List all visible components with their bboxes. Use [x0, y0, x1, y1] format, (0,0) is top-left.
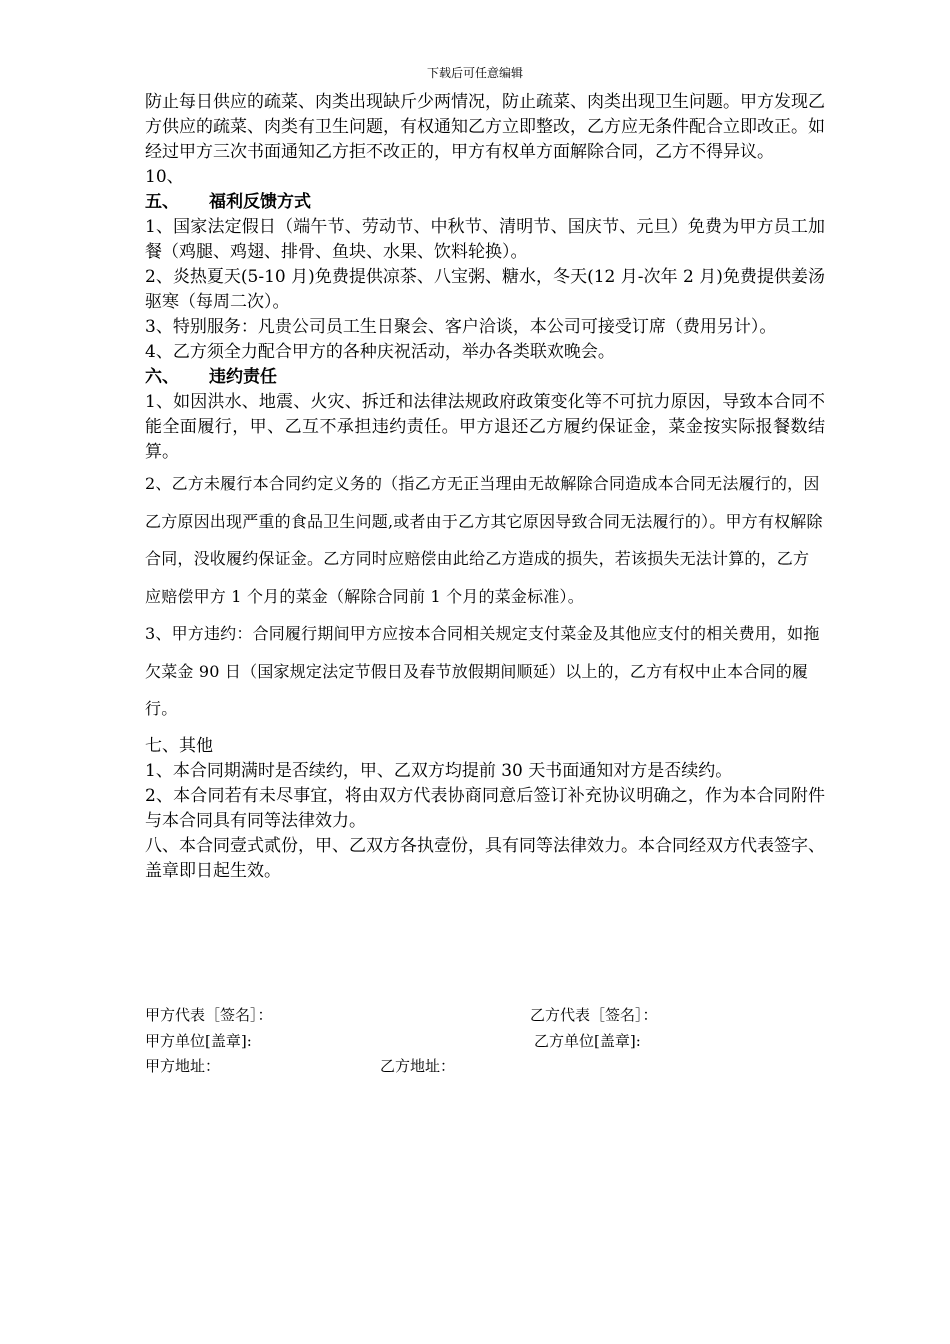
clause-5-4: 4、乙方须全力配合甲方的各种庆祝活动，举办各类联欢晚会。 [145, 342, 615, 362]
clause-6-2: 2、乙方未履行本合同约定义务的（指乙方无正当理由无故解除合同造成本合同无法履行的，因乙方原因出现严重的食品卫生问题,或者由于乙方其它原因导致合同无法履行的）。甲方有权解除合同，没收履约保证金。乙方同时应赔偿由此给乙方造成的损失，若该损失无法计算的，乙方应赔偿甲方 1 个月的菜金（解除合同前 1 个月的菜金标准）。 [145, 474, 823, 606]
section-number: 五、 [145, 192, 179, 212]
party-b-address: 乙方地址： [380, 1057, 456, 1075]
contract-body [145, 90, 825, 884]
section-title: 违约责任 [209, 367, 277, 387]
clause-5-1: 1、国家法定假日（端午节、劳动节、中秋节、清明节、国庆节、元旦）免费为甲方员工加餐（鸡腿、鸡翅、排骨、鱼块、水果、饮料轮换）。 [145, 217, 825, 262]
clause-5-3: 3、特别服务：凡贵公司员工生日聚会、客户洽谈，本公司可接受订席（费用另计）。 [145, 317, 777, 337]
section-5-heading [145, 190, 825, 215]
clause-8: 八、本合同壹式贰份，甲、乙双方各执壹份，具有同等法律效力。本合同经双方代表签字、盖章即日起生效。 [145, 835, 825, 881]
clause-6-3: 3、甲方违约：合同履行期间甲方应按本合同相关规定支付菜金及其他应支付的相关费用，如拖欠菜金 90 日（国家规定法定节假日及春节放假期间顺延）以上的，乙方有权中止本合同的履行。 [145, 624, 820, 718]
party-a-address: 甲方地址： [145, 1057, 221, 1075]
section-title: 福利反馈方式 [209, 192, 311, 212]
party-b-unit: 乙方单位[盖章]: [534, 1032, 641, 1050]
clause-6-1: 1、如因洪水、地震、火灾、拆迁和法律法规政府政策变化等不可抗力原因，导致本合同不能全面履行，甲、乙互不承担违约责任。甲方退还乙方履约保证金，菜金按实际报餐数结算。 [145, 392, 825, 462]
party-a-representative: 甲方代表［签名］： [145, 1006, 273, 1024]
item-number-10: 10、 [145, 167, 184, 187]
clause-7-2: 2、本合同若有未尽事宜，将由双方代表协商同意后签订补充协议明确之，作为本合同附件与本合同具有同等法律效力。 [145, 785, 825, 831]
clause-7-1: 1、本合同期满时是否续约，甲、乙双方均提前 30 天书面通知对方是否续约。 [145, 760, 733, 781]
section-number: 六、 [145, 367, 179, 387]
party-b-representative: 乙方代表［签名］： [530, 1006, 658, 1024]
section-7-heading: 七、其他 [145, 735, 213, 756]
paragraph-supply-hygiene: 防止每日供应的疏菜、肉类出现缺斤少两情况，防止疏菜、肉类出现卫生问题。甲方发现乙方供应的疏菜、肉类有卫生问题，有权通知乙方立即整改，乙方应无条件配合立即改正。如经过甲方三次书面通知乙方拒不改正的，甲方有权单方面解除合同，乙方不得异议。 [145, 92, 825, 162]
section-6-heading [145, 365, 825, 390]
page-header: 下载后可任意编辑 [426, 66, 523, 80]
clause-5-2: 2、炎热夏天(5-10 月)免费提供凉茶、八宝粥、糖水，冬天(12 月-次年 2 月)免费提供姜汤驱寒（每周二次）。 [145, 267, 825, 312]
party-a-unit: 甲方单位[盖章]: [145, 1032, 252, 1050]
